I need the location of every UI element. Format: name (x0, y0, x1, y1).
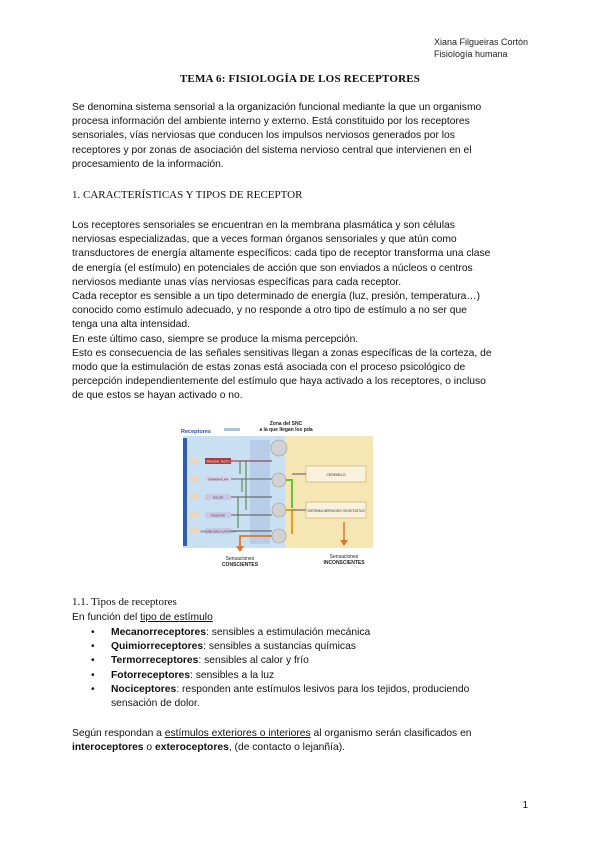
list-desc: : sensibles a la luz (189, 669, 275, 681)
body-line: nerviosas especializadas, que a veces forman órganos sensoriales y que atún como (72, 234, 457, 246)
body-line: conocido como estímulo adecuado, y no responde a otro tipo de estímulo a no ser que (72, 305, 467, 317)
closing-text: al organismo serán clasificados en (310, 728, 472, 739)
page-title: TEMA 6: FISIOLOGÍA DE LOS RECEPTORES (179, 73, 421, 85)
box-label-4: POSICIÓN (211, 513, 225, 518)
list-desc: : sensibles al calor y frío (198, 655, 309, 667)
conscious-label-2: CONSCIENTES (221, 562, 259, 568)
course-name: Fisiología humana (433, 49, 508, 59)
criterion-link: tipo de estímulo (140, 612, 213, 623)
author-name: Xiana Filgueiras Cortón (433, 37, 528, 47)
list-desc: : sensibles a sustancias químicas (203, 641, 356, 653)
intro-line: procesa información del ambiente interno y externo. Está constituido por los receptores (72, 116, 470, 128)
list-desc-continuation: sensación de dolor. (111, 698, 200, 710)
bullet-icon: • (91, 669, 95, 681)
body-line: modo que la estimulación de estas zonas está asociada con el proceso psicológico de (72, 362, 466, 374)
list-term: Fotorreceptores (111, 669, 190, 681)
list-term: Termorreceptores (111, 655, 199, 667)
right-box-2: SISTEMA NERVIOSO VEGETATIVO (307, 509, 365, 513)
bullet-icon: • (91, 627, 95, 638)
box-label-3: DOLOR (213, 495, 223, 500)
box-label-1: PRESIÓN, TACTO (206, 459, 230, 464)
list-desc: : sensibles a estimulación mecánica (206, 627, 371, 638)
closing-text: Según respondan a (72, 728, 165, 739)
list-term: Nociceptores (111, 683, 177, 695)
section-body (72, 219, 530, 404)
right-box-1: CEREBELO (326, 473, 346, 477)
page-header (434, 36, 528, 60)
intro-line: sensoriales, vías nerviosas que conducen los impulsos nerviosos generados por los (72, 130, 455, 142)
conscious-label-1: Sensaciones (225, 556, 255, 562)
intro-line: receptores y por zonas de asociación del sistema nervioso central que intervienen en el (72, 144, 472, 156)
snc-label-1: Zona del SNC (269, 421, 303, 427)
receptors-label: Receptores (181, 429, 211, 435)
intro-line: procesamiento de la información. (72, 158, 224, 170)
closing-term: interoceptores (72, 742, 144, 754)
bullet-icon: • (91, 683, 95, 695)
unconscious-label-1: Sensaciones (329, 554, 359, 560)
body-line: de que estos se hayan activado o no. (72, 390, 243, 402)
page-number: 1 (522, 800, 528, 811)
closing-paragraph (72, 727, 530, 755)
closing-text: o (143, 742, 155, 754)
body-line: Los receptores sensoriales se encuentran en la membrana plasmática y son células (72, 220, 455, 231)
body-line: Cada receptor es sensible a un tipo determinado de energía (luz, presión, temperatura…) (72, 291, 481, 303)
subsection-heading: 1.1. Tipos de receptores (72, 596, 177, 608)
intro-line: Se denomina sistema sensorial a la organización funcional mediante la que un organismo (72, 102, 482, 113)
list-term: Quimiorreceptores (111, 641, 204, 653)
list-item (91, 640, 531, 654)
closing-underline: estímulos exteriores o interiores (164, 728, 311, 739)
list-desc: : responden ante estímulos lesivos para los tejidos, produciendo (176, 683, 470, 695)
body-line: nerviosos mediante unas vías nerviosas específicas para cada receptor. (72, 276, 402, 288)
criterion-line (72, 611, 530, 625)
list-term: Mecanorreceptores (111, 627, 206, 638)
body-line: tenga una alta intensidad. (72, 319, 190, 331)
snc-panel (285, 436, 373, 548)
snc-label-2: a la que llegan los pda (259, 427, 313, 433)
box-label-2: TEMPERATURA (207, 477, 229, 482)
box-label-5: SENSIBILIDAD GUSTATIVA (200, 529, 236, 534)
list-item (91, 683, 531, 711)
closing-term: exteroceptores (154, 742, 229, 754)
intro-paragraph (72, 101, 530, 172)
bullet-icon: • (91, 655, 95, 667)
body-line: percepción independientemente del estímulo que haya activado a los receptores, o incluso (72, 376, 486, 388)
body-line: Esto es consecuencia de las señales sensitivas llegan a zonas específicas de la corteza, de (72, 347, 492, 359)
list-item (91, 669, 531, 683)
receptor-pathways-figure (180, 418, 376, 570)
bullet-icon: • (91, 641, 95, 653)
body-line: de energía (el estímulo) en potenciales de acción que son enviados a núcleos o centros (72, 262, 473, 274)
list-item (91, 626, 531, 640)
closing-text: , (de contacto o lejanñía). (228, 742, 346, 754)
section-heading: 1. CARACTERÍSTICAS Y TIPOS DE RECEPTOR (72, 189, 303, 201)
receptor-type-list (91, 626, 531, 711)
body-line: En este último caso, siempre se produce la misma percepción. (72, 333, 359, 345)
unconscious-label-2: INCONSCIENTES (323, 560, 365, 566)
body-line: transductores de energía altamente específicos: cada tipo de receptor transforma una clase (72, 248, 491, 260)
list-item (91, 654, 531, 668)
criterion-prefix: En función del (72, 612, 141, 623)
